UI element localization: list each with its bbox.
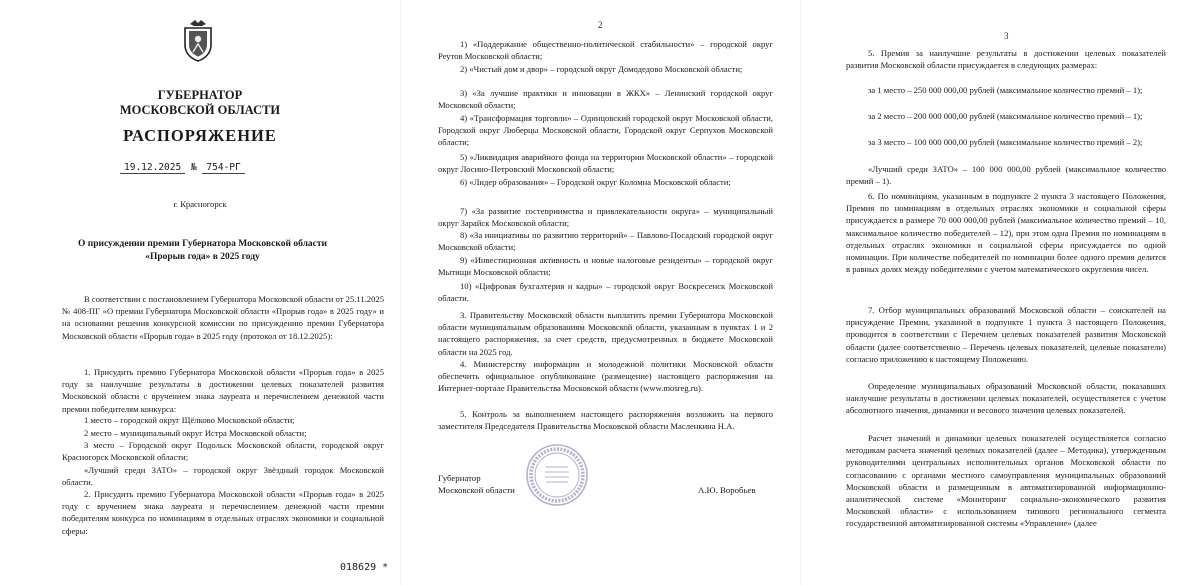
nomination-9: 9) «Инвестиционная активность и новые налоговые резиденты» – городской округ Мытищи Московской области; xyxy=(438,255,773,278)
page-number: 3 xyxy=(1004,31,1009,41)
list-item-prize-3: за 3 место – 100 000 000,00 рублей (максимальное количество премий – 2); xyxy=(868,137,1143,147)
list-item-prize-zato: «Лучший среди ЗАТО» – 100 000 000,00 рублей (максимальное количество премий – 1). xyxy=(846,164,1166,187)
nomination-10: 10) «Цифровая бухгалтерия и кадры» – городской округ Воскресенск Московской области. xyxy=(438,281,773,304)
nomination-5: 5) «Ликвидация аварийного фонда на территории Московской области» – городской округ Лосино-Петровский Московской области; xyxy=(438,152,773,175)
city-label: г. Красногорск xyxy=(173,199,227,209)
list-item-prize-1: за 1 место – 250 000 000,00 рублей (максимальное количество премий – 1); xyxy=(868,85,1143,95)
coat-of-arms-icon xyxy=(181,18,215,62)
governor-title-line1: ГУБЕРНАТОР xyxy=(157,88,243,102)
paragraph-calculation: Расчет значений и динамики целевых показателей осуществляется согласно методикам расчета значений целевых показателей (далее – Методика), утвержденным руководителями центральных исполнительных органов Московской области по согласованию с органами местного самоуправления муниципальных образований Московской области и размещенным в автоматизированной информационно-аналитической системе «Мониторинг социально-экономического развития Московской области» с использованием типового регионального сегмента государственной автоматизированной системы «Управление» (далее xyxy=(846,433,1166,529)
registration-number: 018629 * xyxy=(340,562,389,573)
nomination-6: 6) «Лидер образования» – Городской округ Коломна Московской области; xyxy=(460,177,731,187)
paragraph-clause-1: 1. Присудить премию Губернатора Московской области «Прорыв года» в 2025 году за наилучшие результаты в достижении целевых показателей развития Московской области с вручением знака лауреата и перечислением денежной части премии победителям конкурса: xyxy=(62,367,384,414)
document-type-title: РАСПОРЯЖЕНИЕ xyxy=(123,126,277,145)
list-item-prize-2: за 2 место – 200 000 000,00 рублей (максимальное количество премий – 1); xyxy=(868,111,1143,121)
nomination-3: 3) «За лучшие практики и инновации в ЖКХ» – Ленинский городской округ Московской области; xyxy=(438,88,773,111)
list-item-place-2: 2 место – муниципальный округ Истра Московской области; xyxy=(84,428,307,438)
nomination-7: 7) «За развитие гостеприимства и привлекательности округа» – муниципальный округ Зарайск Московской области; xyxy=(438,206,773,229)
page-number: 2 xyxy=(598,20,603,30)
document-page-2 xyxy=(400,0,801,585)
paragraph-clause-6: 6. По номинациям, указанным в подпункте 2 пункта 3 настоящего Положения, Премия по номинациям в отдельных отраслях экономики и социальной сферы присуждается в размере 70 000 000,00 рублей (максимальное количество премий – 10, максимальное количество победителей – 12), при этом одна Премия по номинациям в отдельных отраслях экономики и социальной сферы присуждается по одной номинации. При количестве победителей по номинации более одного премия делится в равных долях между победителями с учетом математического округления чисел. xyxy=(846,191,1166,275)
list-item-place-3: 3 место – Городской округ Подольск Московской области, городской округ Красногорск Московской области; xyxy=(62,440,384,463)
document-page-3 xyxy=(800,0,1200,585)
paragraph-clause-2: 2. Присудить премию Губернатора Московской области «Прорыв года» в 2025 году с вручением знака лауреата и перечислением денежной части премии победителям конкурса по номинациям в отдельных отраслях экономики и социальной сферы: xyxy=(62,489,384,536)
signature-title-line2: Московской области xyxy=(438,485,515,495)
paragraph-clause-5: 5. Контроль за выполнением настоящего распоряжения возложить на первого заместителя Председателя Правительства Московской области Масленкина Н.А. xyxy=(438,409,773,432)
nomination-1: 1) «Поддержание общественно-политической стабильности» – городской округ Реутов Московской области; xyxy=(438,39,773,62)
paragraph-clause-5-prize-sizes: 5. Премия за наилучшие результаты в достижении целевых показателей развития Московской области присуждается в следующих размерах: xyxy=(846,48,1166,71)
document-heading: О присуждении премии Губернатора Московской области «Прорыв года» в 2025 году xyxy=(77,239,328,262)
paragraph-clause-4: 4. Министерству информации и молодежной политики Московской области обеспечить официальное опубликование (размещение) настоящего распоряжения на Интернет-портале Правительства Московской области (www.mosreg.ru). xyxy=(438,359,773,394)
official-stamp-icon xyxy=(525,443,589,507)
nomination-8: 8) «За инициативы по развитию территорий» – Павлово-Посадский городской округ Московской области; xyxy=(438,230,773,253)
signature-title-line1: Губернатор xyxy=(438,473,481,483)
document-page-1 xyxy=(0,0,400,585)
list-item-place-1: 1 место – городской округ Щёлково Московской области; xyxy=(84,415,295,425)
number-sign: № xyxy=(190,162,197,173)
paragraph-clause-7: 7. Отбор муниципальных образований Московской области – соискателей на присуждение Премии, указанной в подпункте 1 пункта 3 настоящего Положения, проводится в соответствии с Перечнем целевых показателей развития Московской области (далее соответственно – Перечень целевых показателей, целевые показатели) согласно приложению к настоящему Положению. xyxy=(846,305,1166,364)
nomination-2: 2) «Чистый дом и двор» – городской округ Домодедово Московской области; xyxy=(460,64,743,74)
paragraph-clause-3: 3. Правительству Московской области выплатить премии Губернатора Московской области муниципальным образованиям Московской области, указанным в пунктах 1 и 2 настоящего распоряжения, за счет средств, предусмотренных в бюджете Московской области на 2025 год. xyxy=(438,310,773,357)
nomination-4: 4) «Трансформация торговли» – Одинцовский городской округ Московской области, Городской округ Люберцы Московской области, Городской округ Серпухов Московской области; xyxy=(438,113,773,148)
paragraph-preamble: В соответствии с постановлением Губернатора Московской области от 25.11.2025 № 408-ПГ «О премии Губернатора Московской области «Прорыв года» в 2025 году» и на основании решения конкурсной комиссии по присуждению премии Губернатора Московской области «Прорыв года» в 2025 году (протокол от 18.12.2025): xyxy=(62,294,384,341)
paragraph-determination: Определение муниципальных образований Московской области, показавших наилучшие результаты в достижении целевых показателей, осуществляется с учетом абсолютного значения, динамики и весового значения целевых показателей. xyxy=(846,381,1166,416)
document-number: 754-РГ xyxy=(202,162,244,174)
date-number-line xyxy=(120,162,290,174)
signature-name: А.Ю. Воробьев xyxy=(698,485,756,495)
document-date: 19.12.2025 xyxy=(120,162,185,174)
governor-title-line2: МОСКОВСКОЙ ОБЛАСТИ xyxy=(119,103,281,117)
list-item-zato: «Лучший среди ЗАТО» – городской округ Звёздный городок Московской области. xyxy=(62,465,384,488)
